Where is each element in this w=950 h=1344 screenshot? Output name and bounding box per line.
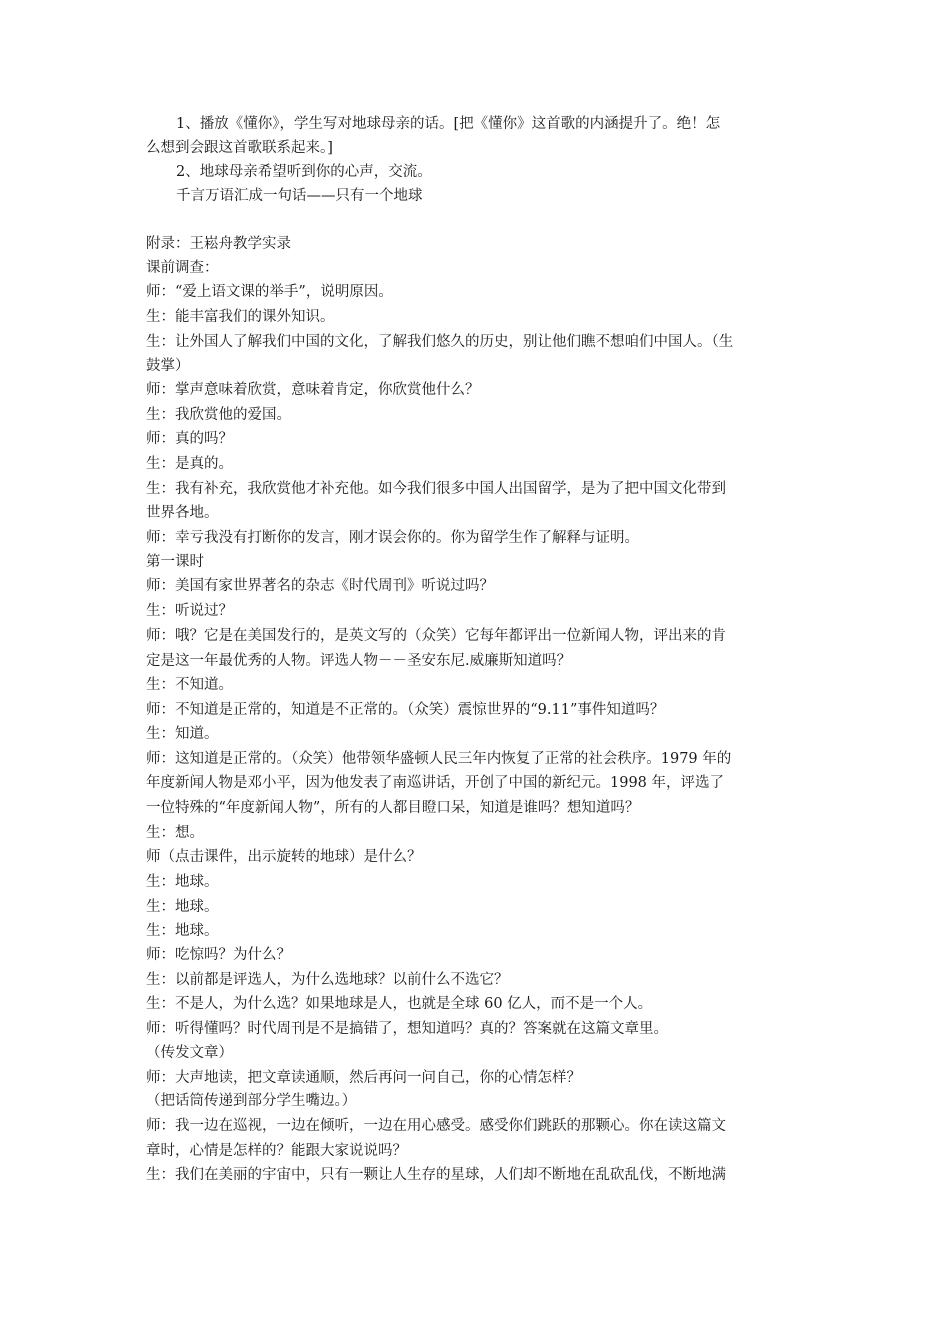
- text-line: 生：听说过？: [146, 603, 233, 619]
- text-line: 师：这知道是正常的。（众笑）他带领华盛顿人民三年内恢复了正常的社会秩序。1979 年的: [146, 751, 732, 767]
- text-line: 师：我一边在巡视，一边在倾听，一边在用心感受。感受你们跳跃的那颗心。你在读这篇文: [146, 1118, 726, 1134]
- text-line: 生：地球。: [146, 899, 219, 915]
- text-line: 么想到会跟这首歌联系起来。]: [146, 140, 333, 156]
- text-line: 生：让外国人了解我们中国的文化，了解我们悠久的历史，别让他们瞧不想咱们中国人。（生: [146, 334, 734, 350]
- text-line: 师：吃惊吗？为什么？: [146, 947, 291, 963]
- text-line: 师：不知道是正常的，知道是不正常的。（众笑）震惊世界的“9.11”事件知道吗？: [146, 702, 665, 718]
- text-line: 师：听得懂吗？时代周刊是不是搞错了，想知道吗？真的？答案就在这篇文章里。: [146, 1021, 668, 1037]
- text-line: 生：以前都是评选人，为什么选地球？以前什么不选它？: [146, 972, 509, 988]
- text-line: 师：哦？它是在美国发行的，是英文写的（众笑）它每年都评出一位新闻人物，评出来的肯: [146, 628, 726, 644]
- text-line: 生：知道。: [146, 726, 219, 742]
- text-line: 师：幸亏我没有打断你的发言，刚才误会你的。你为留学生作了解释与证明。: [146, 530, 639, 546]
- text-line: 师：美国有家世界著名的杂志《时代周刊》听说过吗？: [146, 578, 494, 594]
- text-line: 世界各地。: [146, 505, 219, 521]
- text-line: 师：大声地读，把文章读通顺，然后再问一问自己，你的心情怎样？: [146, 1070, 581, 1086]
- text-line: 生：我们在美丽的宇宙中，只有一颗让人生存的星球，人们却不断地在乱砍乱伐，不断地满: [146, 1167, 726, 1183]
- text-line: 生：地球。: [146, 874, 219, 890]
- text-line: 生：是真的。: [146, 456, 233, 472]
- text-line: 一位特殊的“年度新闻人物”，所有的人都目瞪口呆，知道是谁吗？想知道吗？: [146, 800, 640, 816]
- text-line: 生：不是人，为什么选？如果地球是人，也就是全球 60 亿人，而不是一个人。: [146, 996, 653, 1012]
- text-line: 千言万语汇成一句话——只有一个地球: [176, 188, 423, 204]
- text-line: 生：我有补充，我欣赏他才补充他。如今我们很多中国人出国留学，是为了把中国文化带到: [146, 481, 726, 497]
- text-line: 师：“爱上语文课的举手”，说明原因。: [146, 284, 393, 300]
- text-line: 年度新闻人物是邓小平，因为他发表了南巡讲话，开创了中国的新纪元。1998 年，评选了: [146, 775, 725, 791]
- text-line: 2、地球母亲希望听到你的心声，交流。: [176, 164, 432, 180]
- text-line: 生：想。: [146, 825, 204, 841]
- text-line: 课前调查：: [146, 260, 219, 276]
- text-line: 师：真的吗？: [146, 431, 233, 447]
- text-line: 生：能丰富我们的课外知识。: [146, 309, 335, 325]
- text-line: 生：我欣赏他的爱国。: [146, 407, 291, 423]
- text-line: 生：不知道。: [146, 677, 233, 693]
- text-line: （把话筒传递到部分学生嘴边。）: [146, 1093, 357, 1109]
- text-line: 附录：王崧舟教学实录: [146, 236, 291, 252]
- text-line: 章时，心情是怎样的？能跟大家说说吗？: [146, 1143, 407, 1159]
- text-line: 生：地球。: [146, 923, 219, 939]
- text-line: （传发文章）: [146, 1045, 233, 1061]
- text-line: 第一课时: [146, 554, 204, 570]
- text-line: 1、播放《懂你》，学生写对地球母亲的话。[把《懂你》这首歌的内涵提升了。绝！怎: [176, 116, 721, 132]
- text-line: 定是这一年最优秀的人物。评选人物－－圣安东尼.威廉斯知道吗？: [146, 653, 572, 669]
- text-line: 师：掌声意味着欣赏，意味着肯定，你欣赏他什么？: [146, 382, 480, 398]
- text-line: 鼓掌）: [146, 358, 190, 374]
- text-line: 师（点击课件，出示旋转的地球）是什么？: [146, 849, 422, 865]
